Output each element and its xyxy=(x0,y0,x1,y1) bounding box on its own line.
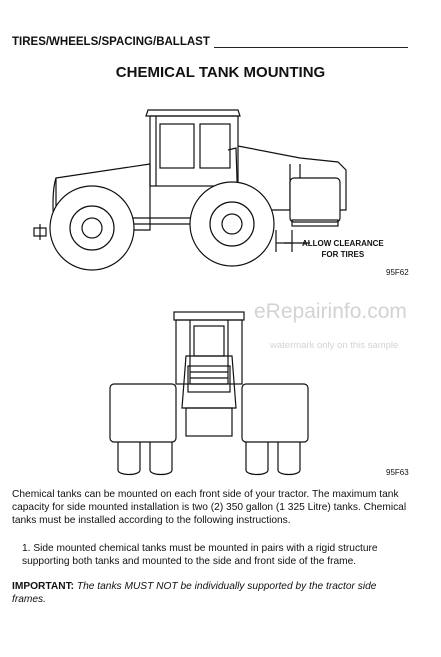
tractor-side-view-figure xyxy=(0,100,441,290)
tractor-front-view-figure xyxy=(0,300,441,480)
clearance-callout xyxy=(302,238,384,260)
section-header xyxy=(12,36,408,48)
figure-label-front: 95F63 xyxy=(386,468,409,477)
intro-paragraph: Chemical tanks can be mounted on each front side of your tractor. The maximum tank capacity for side mounted installation is two (2) 350 gallon (1 325 Litre) tanks. Chemical tanks must be installed according to the following instructions. xyxy=(12,489,407,526)
watermark-subtext: watermark only on this sample xyxy=(270,340,399,351)
clearance-line-1: ALLOW CLEARANCE xyxy=(302,239,384,248)
important-note xyxy=(12,580,412,606)
clearance-line-2: FOR TIRES xyxy=(321,250,365,259)
watermark-text: eRepairinfo.com xyxy=(254,300,407,323)
header-rule xyxy=(214,37,408,48)
important-text: The tanks MUST NOT be individually supported by the tractor side frames. xyxy=(12,581,377,605)
important-label: IMPORTANT: xyxy=(12,581,75,592)
instruction-item-1: 1. Side mounted chemical tanks must be mounted in pairs with a rigid structure supporting both tanks and mounted to the side and front side of the frame. xyxy=(22,543,378,567)
page-title: CHEMICAL TANK MOUNTING xyxy=(115,64,326,81)
section-header-text: TIRES/WHEELS/SPACING/BALLAST xyxy=(12,36,210,48)
figure-label-side: 95F62 xyxy=(386,268,409,277)
